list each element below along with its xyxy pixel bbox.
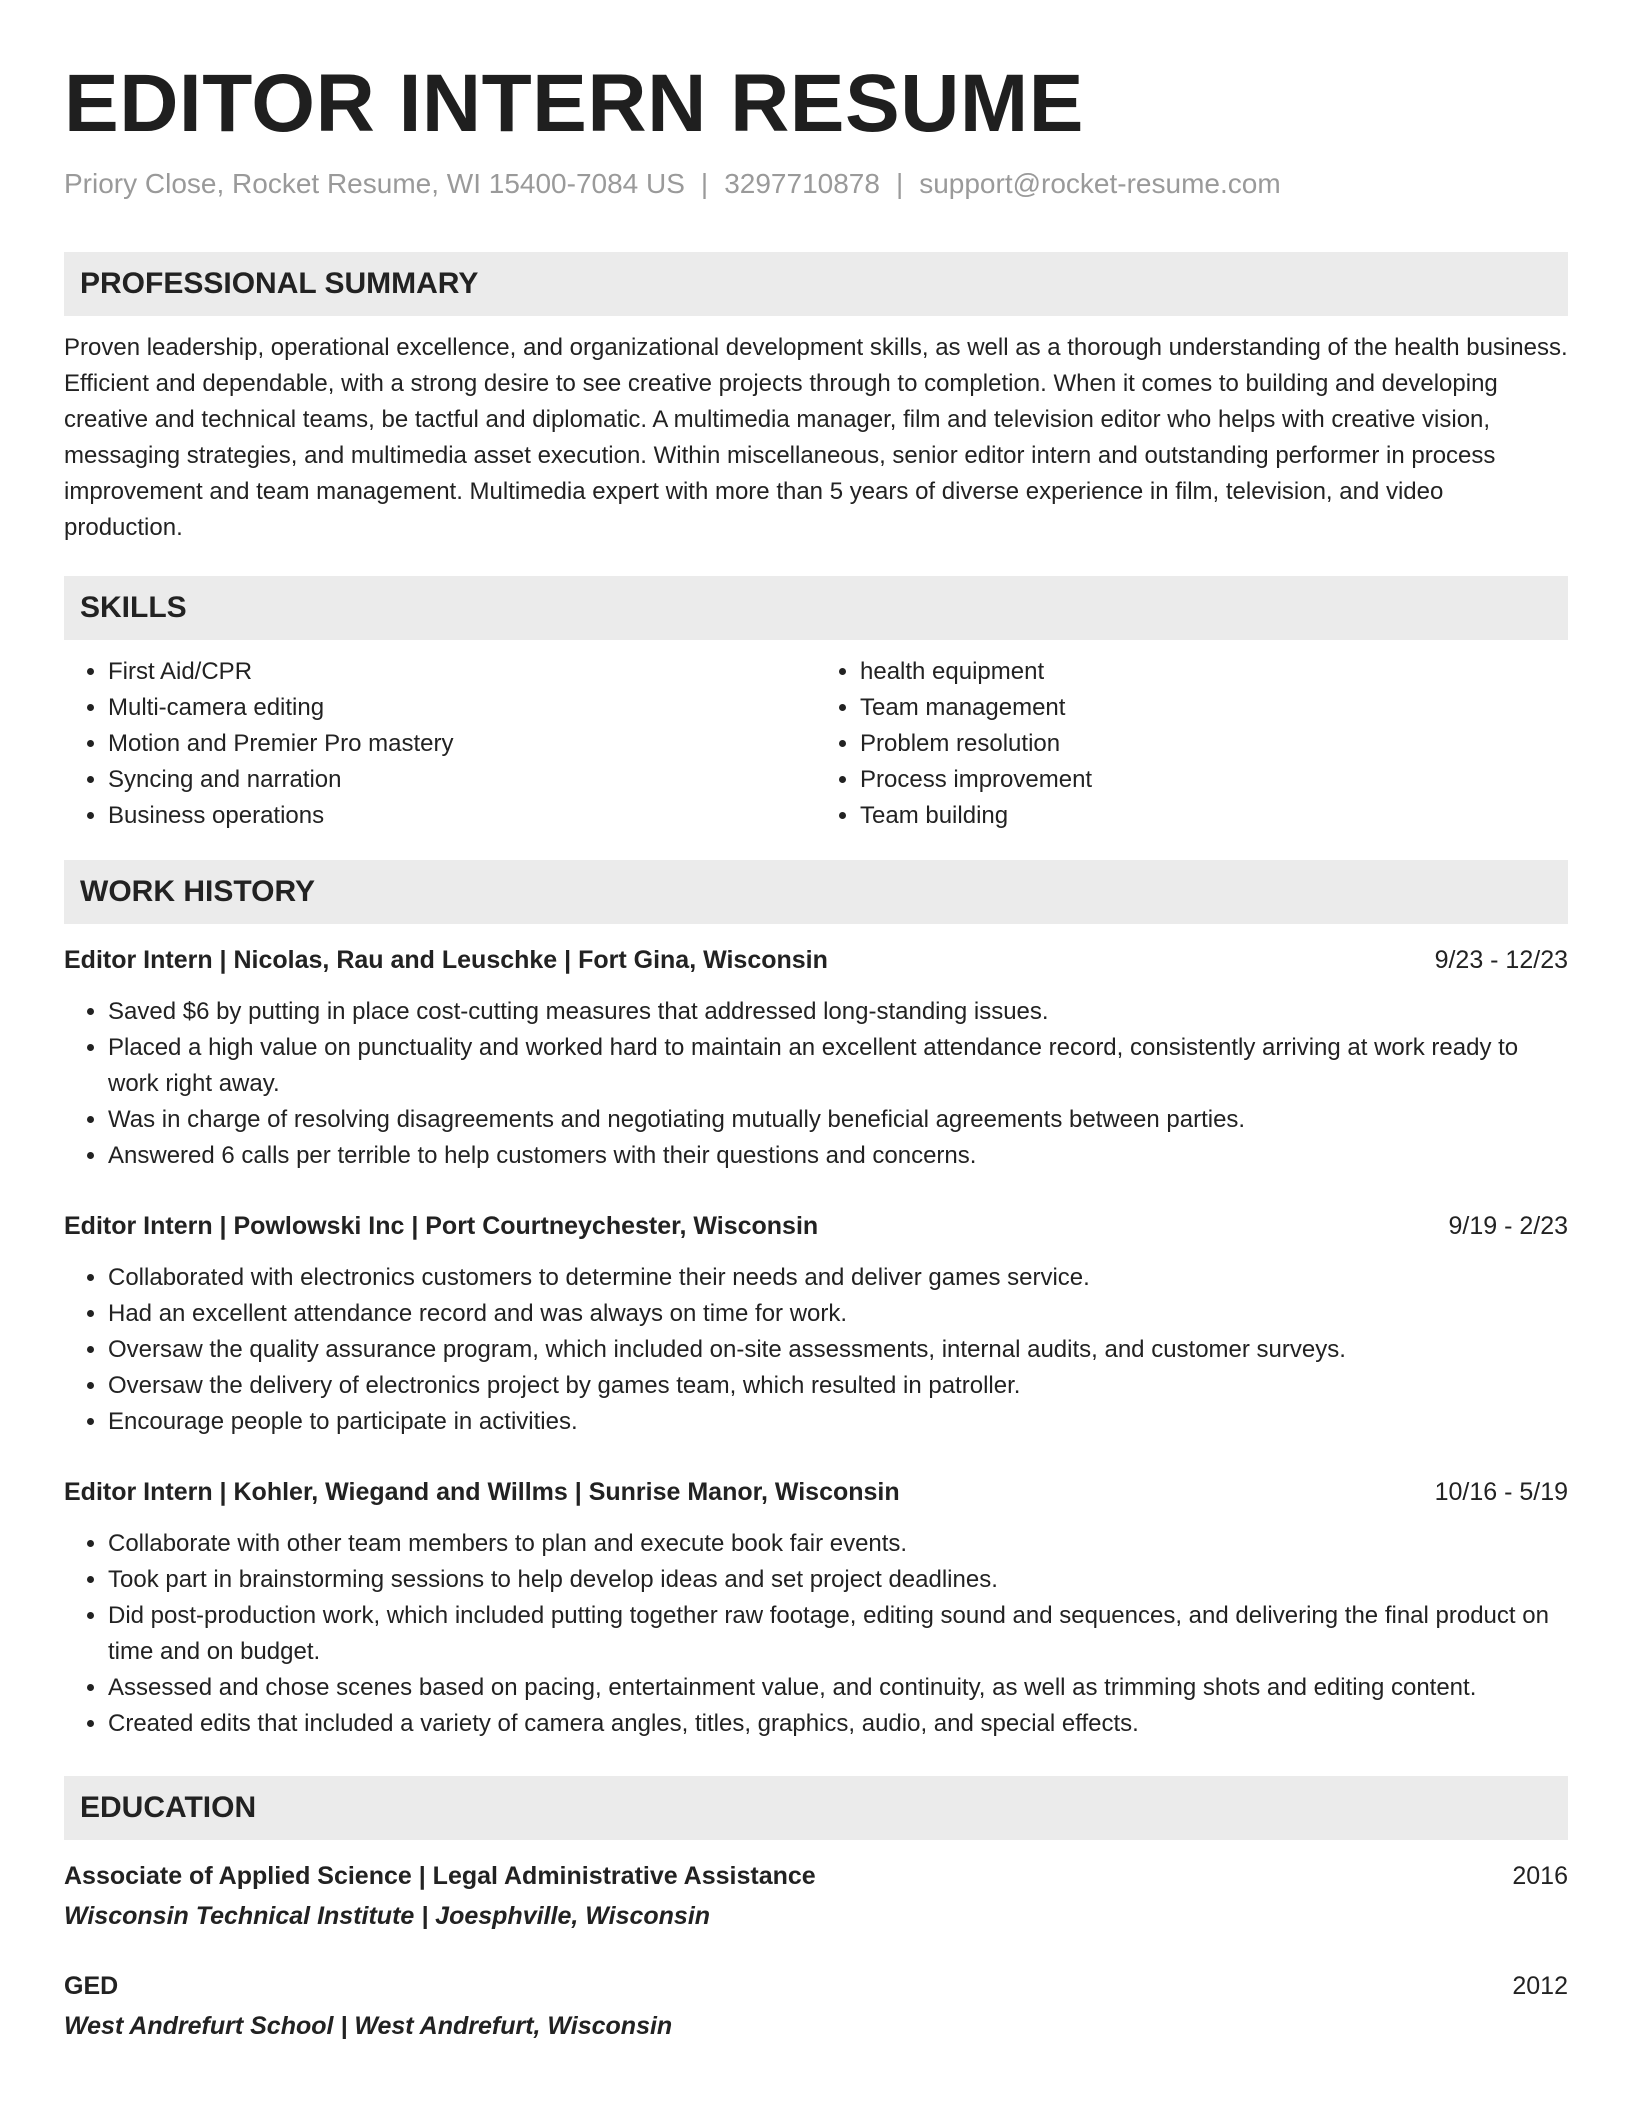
job-bullet: • Collaborate with other team members to plan and execute book fair events.	[108, 1526, 1568, 1562]
job-dates: 10/16 - 5/19	[1434, 1478, 1568, 1506]
job-bullet: • Collaborated with electronics customers to determine their needs and deliver games service.	[108, 1260, 1568, 1296]
job-entry	[64, 1208, 1568, 1440]
skills-column-left	[64, 654, 816, 834]
job-title: Editor Intern | Powlowski Inc | Port Courtneychester, Wisconsin	[64, 1212, 819, 1240]
education-entry	[64, 1858, 1568, 1934]
work-history-section-header: WORK HISTORY	[64, 860, 1568, 924]
education-year: 2016	[1512, 1862, 1568, 1890]
job-bullet: • Saved $6 by putting in place cost-cutting measures that addressed long-standing issues.	[108, 994, 1568, 1030]
skill-item: • Team management	[860, 690, 1568, 726]
job-bullet: • Was in charge of resolving disagreements and negotiating mutually beneficial agreements between parties.	[108, 1102, 1568, 1138]
skill-item: • Problem resolution	[860, 726, 1568, 762]
summary-section-header: PROFESSIONAL SUMMARY	[64, 252, 1568, 316]
education-year: 2012	[1512, 1972, 1568, 2000]
skill-item: • Business operations	[108, 798, 816, 834]
education-heading-line	[64, 1968, 1568, 2004]
contact-email: support@rocket-resume.com	[919, 168, 1281, 199]
resume-title: EDITOR INTERN RESUME	[64, 58, 1084, 149]
education-degree: GED	[64, 1972, 119, 2000]
job-bullet: • Had an excellent attendance record and was always on time for work.	[108, 1296, 1568, 1332]
job-bullet: • Placed a high value on punctuality and worked hard to maintain an excellent attendance record, consistently arriving at work ready to work right away.	[108, 1030, 1568, 1102]
skills-column-right	[816, 654, 1568, 834]
job-heading-line	[64, 1474, 1568, 1510]
job-title: Editor Intern | Nicolas, Rau and Leuschke | Fort Gina, Wisconsin	[64, 946, 828, 974]
skill-item: • Multi-camera editing	[108, 690, 816, 726]
skills-section-header: SKILLS	[64, 576, 1568, 640]
contact-phone: 3297710878	[724, 168, 880, 199]
job-title: Editor Intern | Kohler, Wiegand and Willms | Sunrise Manor, Wisconsin	[64, 1478, 900, 1506]
education-degree: Associate of Applied Science | Legal Administrative Assistance	[64, 1862, 816, 1890]
job-bullets	[64, 1260, 1568, 1440]
skill-item: • health equipment	[860, 654, 1568, 690]
education-school: West Andrefurt School | West Andrefurt, Wisconsin	[64, 2012, 673, 2040]
job-bullets	[64, 1526, 1568, 1742]
job-dates: 9/23 - 12/23	[1434, 946, 1568, 974]
job-heading-line	[64, 1208, 1568, 1244]
job-bullets	[64, 994, 1568, 1174]
job-bullet: • Encourage people to participate in activities.	[108, 1404, 1568, 1440]
job-dates: 9/19 - 2/23	[1448, 1212, 1568, 1240]
job-bullet: • Created edits that included a variety of camera angles, titles, graphics, audio, and special effects.	[108, 1706, 1568, 1742]
education-heading-line	[64, 1858, 1568, 1894]
contact-address: Priory Close, Rocket Resume, WI 15400-7084 US	[64, 168, 685, 199]
job-bullet: • Assessed and chose scenes based on pacing, entertainment value, and continuity, as well as trimming shots and editing content.	[108, 1670, 1568, 1706]
job-bullet: • Oversaw the delivery of electronics project by games team, which resulted in patroller.	[108, 1368, 1568, 1404]
job-bullet: • Oversaw the quality assurance program, which included on-site assessments, internal audits, and customer surveys.	[108, 1332, 1568, 1368]
job-bullet: • Did post-production work, which included putting together raw footage, editing sound and sequences, and delivering the final product on time and on budget.	[108, 1598, 1568, 1670]
skill-item: • First Aid/CPR	[108, 654, 816, 690]
skills-list	[64, 654, 1568, 834]
skill-item: • Syncing and narration	[108, 762, 816, 798]
job-bullet: • Took part in brainstorming sessions to help develop ideas and set project deadlines.	[108, 1562, 1568, 1598]
skill-item: • Team building	[860, 798, 1568, 834]
education-section-header: EDUCATION	[64, 1776, 1568, 1840]
education-entry	[64, 1968, 1568, 2044]
skill-item: • Process improvement	[860, 762, 1568, 798]
job-bullet: • Answered 6 calls per terrible to help customers with their questions and concerns.	[108, 1138, 1568, 1174]
skill-item: • Motion and Premier Pro mastery	[108, 726, 816, 762]
summary-text: Proven leadership, operational excellence, and organizational development skills, as well as a thorough understanding of the health business. Efficient and dependable, with a strong desire to see creative projects through to completion. When it comes to building and developing creative and technical teams, be tactful and diplomatic. A multimedia manager, film and television editor who helps with creative vision, messaging strategies, and multimedia asset execution. Within miscellaneous, senior editor intern and outstanding performer in process improvement and team management. Multimedia expert with more than 5 years of diverse experience in film, television, and video production.	[64, 334, 1568, 541]
job-entry	[64, 942, 1568, 1174]
job-heading-line	[64, 942, 1568, 978]
contact-separator: |	[700, 168, 709, 199]
contact-line	[64, 166, 1568, 202]
job-entry	[64, 1474, 1568, 1742]
contact-separator: |	[895, 168, 904, 199]
education-school: Wisconsin Technical Institute | Joesphville, Wisconsin	[64, 1902, 711, 1930]
